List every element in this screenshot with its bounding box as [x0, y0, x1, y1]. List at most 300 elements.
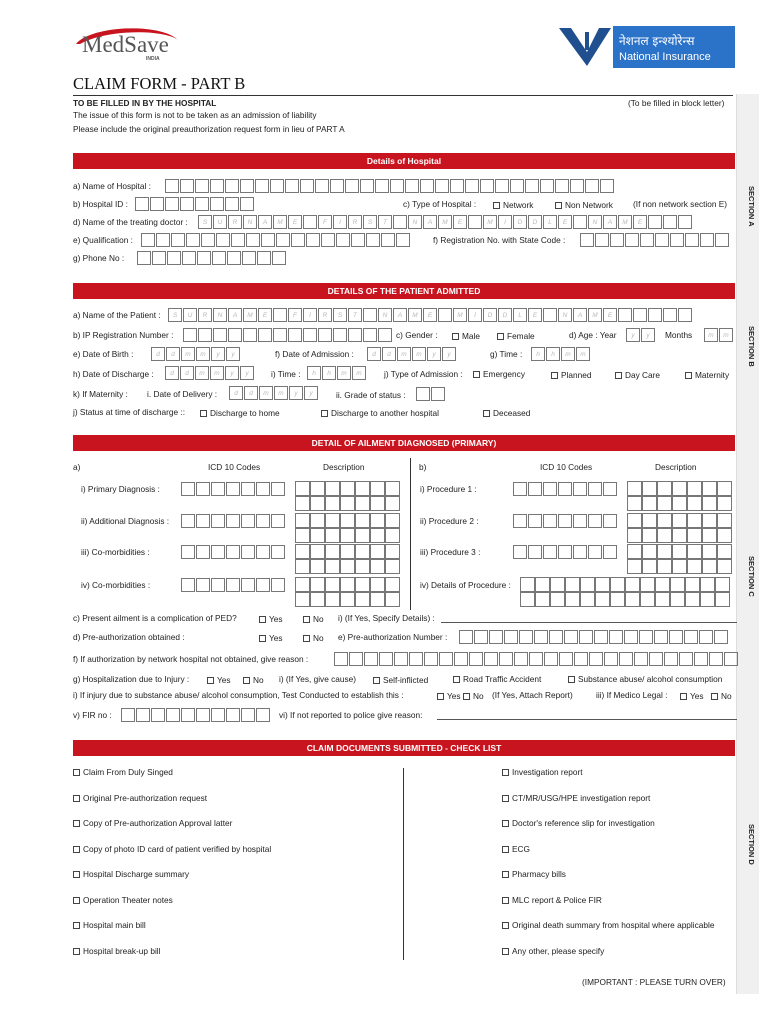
box-cell[interactable]	[273, 308, 287, 322]
box-cell[interactable]	[167, 251, 181, 265]
grid-cell[interactable]	[702, 528, 717, 543]
box-cell[interactable]	[211, 578, 225, 592]
grid-cell[interactable]	[717, 559, 732, 574]
box-cell[interactable]: A	[258, 215, 272, 229]
box-cell[interactable]	[150, 197, 164, 211]
checklist-checkbox[interactable]	[73, 922, 80, 929]
grid-cell[interactable]	[687, 496, 702, 511]
box-cell[interactable]	[525, 179, 539, 193]
grid-cell[interactable]	[325, 513, 340, 528]
box-cell[interactable]: m	[397, 347, 411, 361]
procedure-3-icd-boxes[interactable]	[513, 545, 618, 559]
checklist-checkbox[interactable]	[73, 871, 80, 878]
box-cell[interactable]: I	[498, 215, 512, 229]
grid-cell[interactable]	[310, 528, 325, 543]
box-cell[interactable]	[212, 251, 226, 265]
box-cell[interactable]	[544, 652, 558, 666]
grid-cell[interactable]	[670, 592, 685, 607]
grid-cell[interactable]	[310, 544, 325, 559]
dod-boxes[interactable]	[165, 366, 255, 380]
grid-cell[interactable]	[687, 528, 702, 543]
doctor-name-boxes[interactable]	[198, 215, 693, 229]
box-cell[interactable]: m	[704, 328, 718, 342]
box-cell[interactable]	[285, 179, 299, 193]
grid-cell[interactable]	[355, 481, 370, 496]
grid-cell[interactable]	[340, 544, 355, 559]
self-inflicted-option[interactable]	[373, 675, 428, 686]
another-hospital-checkbox[interactable]	[321, 410, 328, 417]
box-cell[interactable]: y	[289, 386, 303, 400]
box-cell[interactable]	[514, 652, 528, 666]
checklist-item[interactable]	[502, 793, 650, 804]
box-cell[interactable]: m	[195, 366, 209, 380]
age-year-boxes[interactable]	[626, 328, 656, 342]
grid-cell[interactable]	[657, 496, 672, 511]
grid-cell[interactable]	[580, 592, 595, 607]
box-cell[interactable]: m	[181, 347, 195, 361]
medico-yes-option[interactable]	[680, 691, 704, 702]
grid-cell[interactable]	[640, 577, 655, 592]
box-cell[interactable]: m	[196, 347, 210, 361]
box-cell[interactable]: E	[633, 215, 647, 229]
comorbidities-2-icd-boxes[interactable]	[181, 578, 286, 592]
grid-cell[interactable]	[370, 592, 385, 607]
box-cell[interactable]	[564, 630, 578, 644]
box-cell[interactable]: h	[307, 366, 321, 380]
box-cell[interactable]	[618, 308, 632, 322]
grid-cell[interactable]	[610, 592, 625, 607]
day-care-checkbox[interactable]	[615, 372, 622, 379]
box-cell[interactable]	[649, 652, 663, 666]
box-cell[interactable]	[416, 387, 430, 401]
box-cell[interactable]	[648, 308, 662, 322]
grid-cell[interactable]	[550, 592, 565, 607]
box-cell[interactable]	[580, 233, 594, 247]
emergency-checkbox[interactable]	[473, 371, 480, 378]
grid-cell[interactable]	[685, 592, 700, 607]
grid-cell[interactable]	[627, 559, 642, 574]
box-cell[interactable]	[246, 233, 260, 247]
box-cell[interactable]	[195, 197, 209, 211]
box-cell[interactable]	[528, 482, 542, 496]
grid-cell[interactable]	[355, 577, 370, 592]
checklist-checkbox[interactable]	[73, 948, 80, 955]
box-cell[interactable]	[619, 652, 633, 666]
grid-cell[interactable]	[310, 496, 325, 511]
box-cell[interactable]	[256, 482, 270, 496]
box-cell[interactable]	[648, 215, 662, 229]
box-cell[interactable]	[195, 179, 209, 193]
box-cell[interactable]	[166, 708, 180, 722]
box-cell[interactable]	[603, 514, 617, 528]
grid-cell[interactable]	[385, 592, 400, 607]
grid-cell[interactable]	[717, 528, 732, 543]
grid-cell[interactable]	[310, 577, 325, 592]
box-cell[interactable]	[679, 652, 693, 666]
box-cell[interactable]	[276, 233, 290, 247]
grid-cell[interactable]	[370, 481, 385, 496]
box-cell[interactable]: M	[273, 215, 287, 229]
ip-boxes[interactable]	[183, 328, 393, 342]
procedure-1-icd-boxes[interactable]	[513, 482, 618, 496]
checklist-checkbox[interactable]	[502, 948, 509, 955]
checklist-item[interactable]	[502, 946, 604, 957]
box-cell[interactable]: y	[442, 347, 456, 361]
box-cell[interactable]: m	[274, 386, 288, 400]
box-cell[interactable]	[165, 179, 179, 193]
box-cell[interactable]: E	[558, 215, 572, 229]
box-cell[interactable]	[137, 251, 151, 265]
grid-cell[interactable]	[355, 559, 370, 574]
grid-cell[interactable]	[627, 528, 642, 543]
box-cell[interactable]	[306, 233, 320, 247]
box-cell[interactable]	[529, 652, 543, 666]
box-cell[interactable]	[181, 578, 195, 592]
grid-cell[interactable]	[295, 544, 310, 559]
box-cell[interactable]	[135, 197, 149, 211]
grid-cell[interactable]	[700, 577, 715, 592]
grid-cell[interactable]	[565, 577, 580, 592]
grid-cell[interactable]	[295, 528, 310, 543]
grid-cell[interactable]	[642, 481, 657, 496]
grid-cell[interactable]	[310, 592, 325, 607]
box-cell[interactable]	[121, 708, 135, 722]
box-cell[interactable]: M	[438, 215, 452, 229]
grid-cell[interactable]	[702, 544, 717, 559]
box-cell[interactable]	[330, 179, 344, 193]
not-obtained-boxes[interactable]	[334, 652, 739, 666]
box-cell[interactable]	[639, 630, 653, 644]
box-cell[interactable]	[579, 630, 593, 644]
network-option[interactable]	[493, 200, 533, 211]
box-cell[interactable]: S	[168, 308, 182, 322]
box-cell[interactable]	[588, 545, 602, 559]
box-cell[interactable]	[226, 708, 240, 722]
grid-cell[interactable]	[325, 544, 340, 559]
grid-cell[interactable]	[340, 528, 355, 543]
grid-cell[interactable]	[325, 592, 340, 607]
additional-description-grid[interactable]	[295, 513, 400, 543]
box-cell[interactable]	[348, 328, 362, 342]
box-cell[interactable]	[603, 482, 617, 496]
box-cell[interactable]	[211, 514, 225, 528]
box-cell[interactable]	[364, 652, 378, 666]
not-reported-line[interactable]	[437, 719, 737, 720]
grid-cell[interactable]	[627, 513, 642, 528]
discharge-time-boxes[interactable]	[307, 366, 367, 380]
box-cell[interactable]	[540, 179, 554, 193]
box-cell[interactable]	[510, 179, 524, 193]
grid-cell[interactable]	[717, 481, 732, 496]
box-cell[interactable]: D	[513, 215, 527, 229]
grid-cell[interactable]	[700, 592, 715, 607]
grid-cell[interactable]	[640, 592, 655, 607]
grid-cell[interactable]	[325, 496, 340, 511]
grid-cell[interactable]	[520, 592, 535, 607]
grid-cell[interactable]	[565, 592, 580, 607]
box-cell[interactable]: M	[618, 215, 632, 229]
injury-yes-checkbox[interactable]	[207, 677, 214, 684]
grid-cell[interactable]	[672, 528, 687, 543]
grid-cell[interactable]	[642, 513, 657, 528]
box-cell[interactable]: m	[412, 347, 426, 361]
procedure-2-icd-boxes[interactable]	[513, 514, 618, 528]
box-cell[interactable]	[156, 233, 170, 247]
box-cell[interactable]	[585, 179, 599, 193]
box-cell[interactable]: U	[183, 308, 197, 322]
box-cell[interactable]: T	[348, 308, 362, 322]
grid-cell[interactable]	[702, 496, 717, 511]
box-cell[interactable]: I	[468, 308, 482, 322]
grid-cell[interactable]	[340, 577, 355, 592]
box-cell[interactable]: N	[243, 215, 257, 229]
box-cell[interactable]: M	[453, 308, 467, 322]
grid-cell[interactable]	[295, 496, 310, 511]
comorbidities-1-description-grid[interactable]	[295, 544, 400, 574]
grid-cell[interactable]	[295, 559, 310, 574]
box-cell[interactable]	[504, 630, 518, 644]
box-cell[interactable]	[241, 482, 255, 496]
box-cell[interactable]	[574, 652, 588, 666]
male-checkbox[interactable]	[452, 333, 459, 340]
ped-no-option[interactable]	[303, 614, 324, 625]
box-cell[interactable]	[227, 251, 241, 265]
grid-cell[interactable]	[702, 559, 717, 574]
box-cell[interactable]	[255, 179, 269, 193]
box-cell[interactable]	[351, 233, 365, 247]
box-cell[interactable]	[555, 179, 569, 193]
box-cell[interactable]: D	[498, 308, 512, 322]
box-cell[interactable]	[454, 652, 468, 666]
grid-cell[interactable]	[370, 577, 385, 592]
box-cell[interactable]: R	[228, 215, 242, 229]
box-cell[interactable]	[480, 179, 494, 193]
checklist-item[interactable]	[502, 818, 655, 829]
ped-no-checkbox[interactable]	[303, 616, 310, 623]
ped-yes-checkbox[interactable]	[259, 616, 266, 623]
box-cell[interactable]	[724, 652, 738, 666]
box-cell[interactable]	[196, 514, 210, 528]
phone-boxes[interactable]	[137, 251, 287, 265]
substance-option[interactable]	[568, 674, 722, 685]
box-cell[interactable]	[393, 215, 407, 229]
box-cell[interactable]: d	[244, 386, 258, 400]
grid-cell[interactable]	[370, 559, 385, 574]
box-cell[interactable]	[378, 328, 392, 342]
box-cell[interactable]	[390, 179, 404, 193]
checklist-checkbox[interactable]	[73, 846, 80, 853]
box-cell[interactable]	[431, 387, 445, 401]
box-cell[interactable]	[594, 630, 608, 644]
grid-cell[interactable]	[370, 528, 385, 543]
test-yes-checkbox[interactable]	[437, 693, 444, 700]
qualification-boxes[interactable]	[141, 233, 411, 247]
checklist-item[interactable]	[73, 946, 160, 957]
grid-cell[interactable]	[370, 513, 385, 528]
box-cell[interactable]	[226, 578, 240, 592]
box-cell[interactable]: S	[333, 308, 347, 322]
preauth-no-checkbox[interactable]	[303, 635, 310, 642]
box-cell[interactable]	[241, 578, 255, 592]
grid-cell[interactable]	[310, 481, 325, 496]
box-cell[interactable]	[141, 233, 155, 247]
box-cell[interactable]: I	[303, 308, 317, 322]
box-cell[interactable]: y	[226, 347, 240, 361]
box-cell[interactable]	[600, 179, 614, 193]
box-cell[interactable]: E	[258, 308, 272, 322]
box-cell[interactable]	[684, 630, 698, 644]
box-cell[interactable]	[559, 652, 573, 666]
box-cell[interactable]	[715, 233, 729, 247]
box-cell[interactable]: m	[576, 347, 590, 361]
box-cell[interactable]	[272, 251, 286, 265]
box-cell[interactable]	[196, 708, 210, 722]
box-cell[interactable]	[288, 328, 302, 342]
female-option[interactable]	[497, 331, 535, 342]
grid-cell[interactable]	[657, 513, 672, 528]
box-cell[interactable]	[182, 251, 196, 265]
ped-yes-option[interactable]	[259, 614, 283, 625]
box-cell[interactable]	[181, 514, 195, 528]
box-cell[interactable]: M	[408, 308, 422, 322]
box-cell[interactable]	[663, 215, 677, 229]
box-cell[interactable]: D	[483, 308, 497, 322]
test-no-checkbox[interactable]	[463, 693, 470, 700]
box-cell[interactable]	[228, 328, 242, 342]
box-cell[interactable]	[181, 482, 195, 496]
box-cell[interactable]	[468, 215, 482, 229]
box-cell[interactable]	[588, 482, 602, 496]
box-cell[interactable]	[570, 179, 584, 193]
grid-cell[interactable]	[355, 544, 370, 559]
box-cell[interactable]: y	[240, 366, 254, 380]
rta-checkbox[interactable]	[453, 676, 460, 683]
grid-cell[interactable]	[340, 513, 355, 528]
box-cell[interactable]	[465, 179, 479, 193]
box-cell[interactable]	[513, 482, 527, 496]
grid-cell[interactable]	[385, 513, 400, 528]
box-cell[interactable]: F	[318, 215, 332, 229]
grid-cell[interactable]	[715, 592, 730, 607]
box-cell[interactable]	[624, 630, 638, 644]
box-cell[interactable]: R	[198, 308, 212, 322]
procedure-1-description-grid[interactable]	[627, 481, 732, 511]
box-cell[interactable]	[271, 578, 285, 592]
box-cell[interactable]	[543, 545, 557, 559]
checklist-item[interactable]	[502, 869, 566, 880]
grid-cell[interactable]	[355, 528, 370, 543]
injury-yes-option[interactable]	[207, 675, 231, 686]
box-cell[interactable]	[714, 630, 728, 644]
grid-cell[interactable]	[355, 496, 370, 511]
box-cell[interactable]	[181, 708, 195, 722]
box-cell[interactable]	[271, 545, 285, 559]
procedure-3-description-grid[interactable]	[627, 544, 732, 574]
checklist-item[interactable]	[73, 767, 173, 778]
box-cell[interactable]: E	[288, 215, 302, 229]
grid-cell[interactable]	[520, 577, 535, 592]
box-cell[interactable]: D	[528, 215, 542, 229]
box-cell[interactable]	[669, 630, 683, 644]
box-cell[interactable]: R	[318, 308, 332, 322]
grid-cell[interactable]	[642, 559, 657, 574]
planned-option[interactable]	[551, 370, 591, 381]
box-cell[interactable]	[241, 514, 255, 528]
box-cell[interactable]	[360, 179, 374, 193]
box-cell[interactable]	[256, 708, 270, 722]
grid-cell[interactable]	[595, 592, 610, 607]
preauth-yes-option[interactable]	[259, 633, 283, 644]
box-cell[interactable]: A	[228, 308, 242, 322]
box-cell[interactable]	[303, 328, 317, 342]
box-cell[interactable]	[534, 630, 548, 644]
box-cell[interactable]	[258, 328, 272, 342]
checklist-item[interactable]	[502, 767, 583, 778]
box-cell[interactable]: E	[528, 308, 542, 322]
box-cell[interactable]	[210, 197, 224, 211]
box-cell[interactable]	[685, 233, 699, 247]
box-cell[interactable]	[495, 179, 509, 193]
grid-cell[interactable]	[657, 559, 672, 574]
box-cell[interactable]: m	[561, 347, 575, 361]
box-cell[interactable]	[424, 652, 438, 666]
box-cell[interactable]	[211, 545, 225, 559]
grid-cell[interactable]	[657, 544, 672, 559]
box-cell[interactable]: d	[166, 347, 180, 361]
grid-cell[interactable]	[625, 577, 640, 592]
preauth-yes-checkbox[interactable]	[259, 635, 266, 642]
grid-cell[interactable]	[535, 592, 550, 607]
box-cell[interactable]: F	[288, 308, 302, 322]
box-cell[interactable]	[181, 545, 195, 559]
box-cell[interactable]	[663, 308, 677, 322]
non-network-checkbox[interactable]	[555, 202, 562, 209]
another-hospital-option[interactable]	[321, 408, 439, 419]
grid-cell[interactable]	[672, 496, 687, 511]
box-cell[interactable]	[489, 630, 503, 644]
box-cell[interactable]	[573, 545, 587, 559]
checklist-item[interactable]	[73, 895, 173, 906]
registration-boxes[interactable]	[580, 233, 730, 247]
box-cell[interactable]	[345, 179, 359, 193]
checklist-checkbox[interactable]	[73, 897, 80, 904]
home-checkbox[interactable]	[200, 410, 207, 417]
box-cell[interactable]	[528, 514, 542, 528]
box-cell[interactable]	[273, 328, 287, 342]
box-cell[interactable]: E	[453, 215, 467, 229]
box-cell[interactable]: M	[483, 215, 497, 229]
box-cell[interactable]	[394, 652, 408, 666]
box-cell[interactable]	[271, 514, 285, 528]
box-cell[interactable]: d	[367, 347, 381, 361]
box-cell[interactable]	[315, 179, 329, 193]
box-cell[interactable]	[321, 233, 335, 247]
grade-boxes[interactable]	[416, 387, 446, 401]
box-cell[interactable]	[543, 514, 557, 528]
box-cell[interactable]: A	[603, 215, 617, 229]
home-option[interactable]	[200, 408, 280, 419]
box-cell[interactable]: m	[337, 366, 351, 380]
box-cell[interactable]	[197, 251, 211, 265]
male-option[interactable]	[452, 331, 480, 342]
grid-cell[interactable]	[385, 577, 400, 592]
box-cell[interactable]	[438, 308, 452, 322]
box-cell[interactable]	[210, 179, 224, 193]
grid-cell[interactable]	[625, 592, 640, 607]
box-cell[interactable]: y	[225, 366, 239, 380]
grid-cell[interactable]	[627, 544, 642, 559]
box-cell[interactable]	[240, 197, 254, 211]
